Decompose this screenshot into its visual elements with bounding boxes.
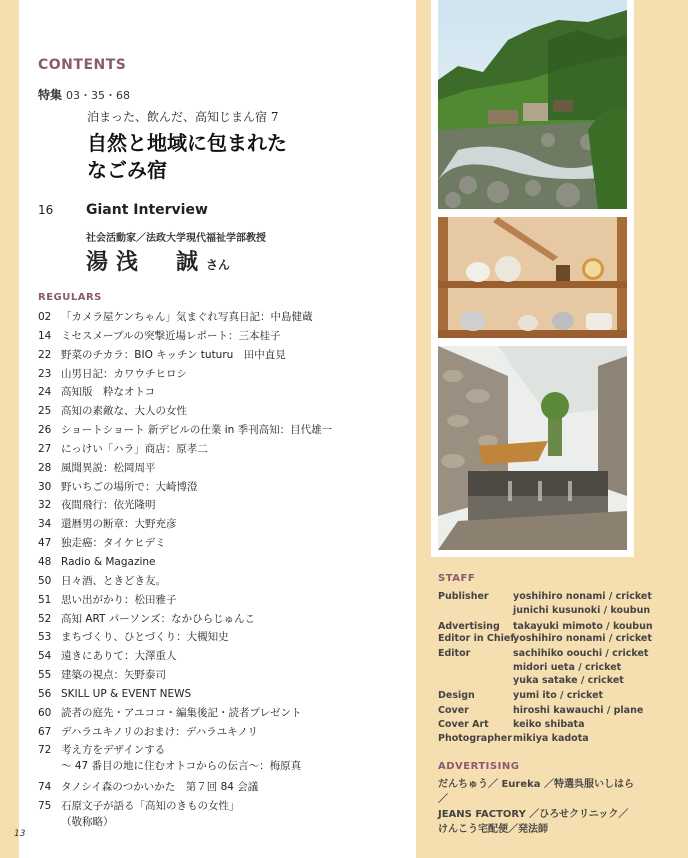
- regular-item: [38, 591, 408, 610]
- regular-title: 遠きにありて：大澤重人: [61, 650, 177, 663]
- regular-title: 建築の視点：矢野泰司: [61, 669, 166, 682]
- regular-page-number: 25: [38, 405, 52, 418]
- regular-item: [38, 778, 408, 797]
- regular-title: Radio & Magazine: [61, 555, 156, 568]
- regular-page-number: 30: [38, 480, 52, 493]
- regular-item: [38, 685, 408, 704]
- regular-title: 高知 ART パーソンズ：なかひらじゅんこ: [61, 612, 256, 625]
- regular-item: [38, 647, 408, 666]
- regular-page-number: 26: [38, 424, 52, 437]
- regular-item: [38, 365, 408, 384]
- regular-item: [38, 346, 408, 365]
- staff-role: Publisher: [438, 591, 489, 602]
- interview-subtitle: 社会活動家／法政大学現代福祉学部教授: [86, 233, 266, 244]
- advertising-line: けんこう宅配便／発法師: [438, 824, 548, 835]
- regular-page-number: 14: [38, 329, 52, 342]
- regular-item: [38, 421, 408, 440]
- regular-page-number: 54: [38, 650, 52, 663]
- regular-title: 高知版 粋なオトコ: [61, 386, 156, 399]
- interview-page-number: 16: [38, 203, 54, 217]
- regular-page-number: 52: [38, 612, 52, 625]
- regular-page-number: 56: [38, 687, 52, 700]
- feature-label-text: 特集: [38, 88, 63, 102]
- regular-page-number: 32: [38, 499, 52, 512]
- regular-title: 日々酒、ときどき友。: [61, 574, 166, 587]
- regular-title: ミセスメープルの突撃近場レポート：三本桂子: [61, 329, 281, 342]
- regular-title: 高知の素敵な、大人の女性: [61, 405, 187, 418]
- staff-names: mikiya kadota: [513, 733, 589, 744]
- staff-role: Advertising: [438, 621, 500, 632]
- interview-honorific: さん: [206, 258, 231, 272]
- regular-item: [38, 383, 408, 402]
- regular-title: 山男日記：カワウチヒロシ: [61, 367, 187, 380]
- regular-item: [38, 515, 408, 534]
- interview-name: [86, 245, 230, 276]
- staff-role: Editor in Chief: [438, 633, 515, 644]
- staff-names: keiko shibata: [513, 719, 585, 730]
- advertising-line: だんちゅう／ Eureka ／特選呉服いしはら／: [438, 779, 635, 805]
- regular-title: まちづくり、ひとづくり：大槻知史: [61, 631, 229, 644]
- regular-page-number: 53: [38, 631, 52, 644]
- staff-names: midori ueta / cricket: [513, 662, 622, 673]
- regular-page-number: 60: [38, 706, 52, 719]
- regular-item: [38, 723, 408, 742]
- regular-title: にっけい「ハラ」商店：原孝二: [61, 442, 208, 455]
- regular-item: [38, 553, 408, 572]
- regular-page-number: 50: [38, 574, 52, 587]
- regular-title: 「カメラ屋ケンちゃん」気まぐれ写真日記：中島健蔵: [61, 311, 313, 323]
- regular-page-number: 48: [38, 555, 52, 568]
- staff-names: junichi kusunoki / koubun: [513, 605, 651, 616]
- regular-title: ショートショート 新デビルの仕業 in 季刊高知：目代雄一: [61, 424, 333, 437]
- regular-title: 風聞異説：松岡周平: [61, 461, 156, 474]
- regular-item: [38, 741, 408, 778]
- regular-item: [38, 572, 408, 591]
- regular-page-number: 22: [38, 348, 52, 361]
- staff-role: Photographer: [438, 733, 512, 744]
- advertising-list: [438, 777, 638, 837]
- staff-names: sachihiko oouchi / cricket: [513, 648, 649, 659]
- regular-page-number: 74: [38, 781, 52, 794]
- feature-title: [87, 130, 287, 184]
- regular-page-number: 24: [38, 386, 52, 399]
- staff-names: hiroshi kawauchi / plane: [513, 705, 644, 716]
- regular-item: [38, 797, 408, 834]
- feature-title-line2: なごみ宿: [87, 158, 167, 182]
- regular-page-number: 75: [38, 800, 52, 813]
- regular-subtitle: 〜 47 番目の地に住むオトコからの伝言〜：梅原真: [61, 760, 302, 773]
- interview-title: Giant Interview: [86, 202, 208, 218]
- regular-item: [38, 402, 408, 421]
- regulars-heading: REGULARS: [38, 292, 102, 303]
- regular-title: SKILL UP & EVENT NEWS: [61, 687, 192, 700]
- page-number: 13: [14, 829, 26, 839]
- regular-item: [38, 440, 408, 459]
- regular-item: [38, 327, 408, 346]
- regular-title: 思い出がかり：松田雅子: [61, 593, 177, 606]
- regular-title: 夜間飛行：依光隆明: [61, 499, 156, 512]
- regular-page-number: 55: [38, 669, 52, 682]
- regular-page-number: 28: [38, 461, 52, 474]
- feature-pages: 03・35・68: [66, 89, 131, 102]
- feature-subtitle: 泊まった、飲んだ、高知じまん宿 7: [87, 110, 279, 124]
- regular-item: [38, 704, 408, 723]
- regular-title: タノシイ森のつかいかた 第７回 84 会議: [61, 781, 259, 794]
- regular-item: [38, 496, 408, 515]
- regular-item: [38, 610, 408, 629]
- regular-title: 石原文子が語る「高知のきもの女性」: [61, 800, 240, 813]
- staff-names: yoshihiro nonami / cricket: [513, 633, 652, 644]
- mountain-river-photo: [438, 0, 627, 209]
- regular-page-number: 34: [38, 518, 52, 531]
- staff-names: yuka satake / cricket: [513, 675, 624, 686]
- regular-title: 考え方をデザインする: [61, 744, 166, 757]
- interview-name-text: 湯浅 誠: [86, 249, 207, 275]
- feature-title-line1: 自然と地域に包まれた: [87, 131, 287, 155]
- regular-page-number: 27: [38, 442, 52, 455]
- staff-role: Design: [438, 690, 475, 701]
- regular-title: デハラユキノリのおまけ：デハラユキノリ: [61, 725, 258, 738]
- regular-item: [38, 308, 408, 327]
- regulars-list: [38, 308, 408, 834]
- staff-names: takayuki mimoto / koubun: [513, 621, 653, 632]
- regular-page-number: 02: [38, 311, 52, 323]
- staff-heading: STAFF: [438, 573, 476, 584]
- regular-title: 独走癌：タイケヒデミ: [61, 537, 166, 550]
- staff-role: Editor: [438, 648, 471, 659]
- feature-label: [38, 86, 130, 103]
- regular-title: 還暦男の断章：大野充彦: [61, 518, 177, 531]
- regular-title: 読者の庭先・アユココ・編集後記・読者プレゼント: [61, 706, 302, 719]
- kitchen-shelf-photo: [438, 217, 627, 338]
- regular-item: [38, 478, 408, 497]
- regular-title: 野菜のチカラ：BIO キッチン tuturu 田中直見: [61, 348, 286, 361]
- regular-subtitle: （敬称略）: [61, 816, 114, 829]
- regular-title: 野いちごの場所で：大崎博澄: [61, 480, 198, 493]
- contents-heading: CONTENTS: [38, 57, 127, 73]
- regular-page-number: 72: [38, 744, 52, 757]
- advertising-heading: ADVERTISING: [438, 761, 520, 772]
- regular-page-number: 67: [38, 725, 52, 738]
- regular-page-number: 51: [38, 593, 52, 606]
- regular-item: [38, 666, 408, 685]
- staff-role: Cover: [438, 705, 469, 716]
- staff-names: yumi ito / cricket: [513, 690, 604, 701]
- regular-page-number: 47: [38, 537, 52, 550]
- staff-role: Cover Art: [438, 719, 489, 730]
- regular-item: [38, 459, 408, 478]
- staff-names: yoshihiro nonami / cricket: [513, 591, 652, 602]
- regular-item: [38, 534, 408, 553]
- advertising-line: JEANS FACTORY ／ひろせクリニック／: [438, 809, 629, 820]
- stone-wall-fountain-photo: [438, 346, 627, 550]
- regular-page-number: 23: [38, 367, 52, 380]
- regular-item: [38, 628, 408, 647]
